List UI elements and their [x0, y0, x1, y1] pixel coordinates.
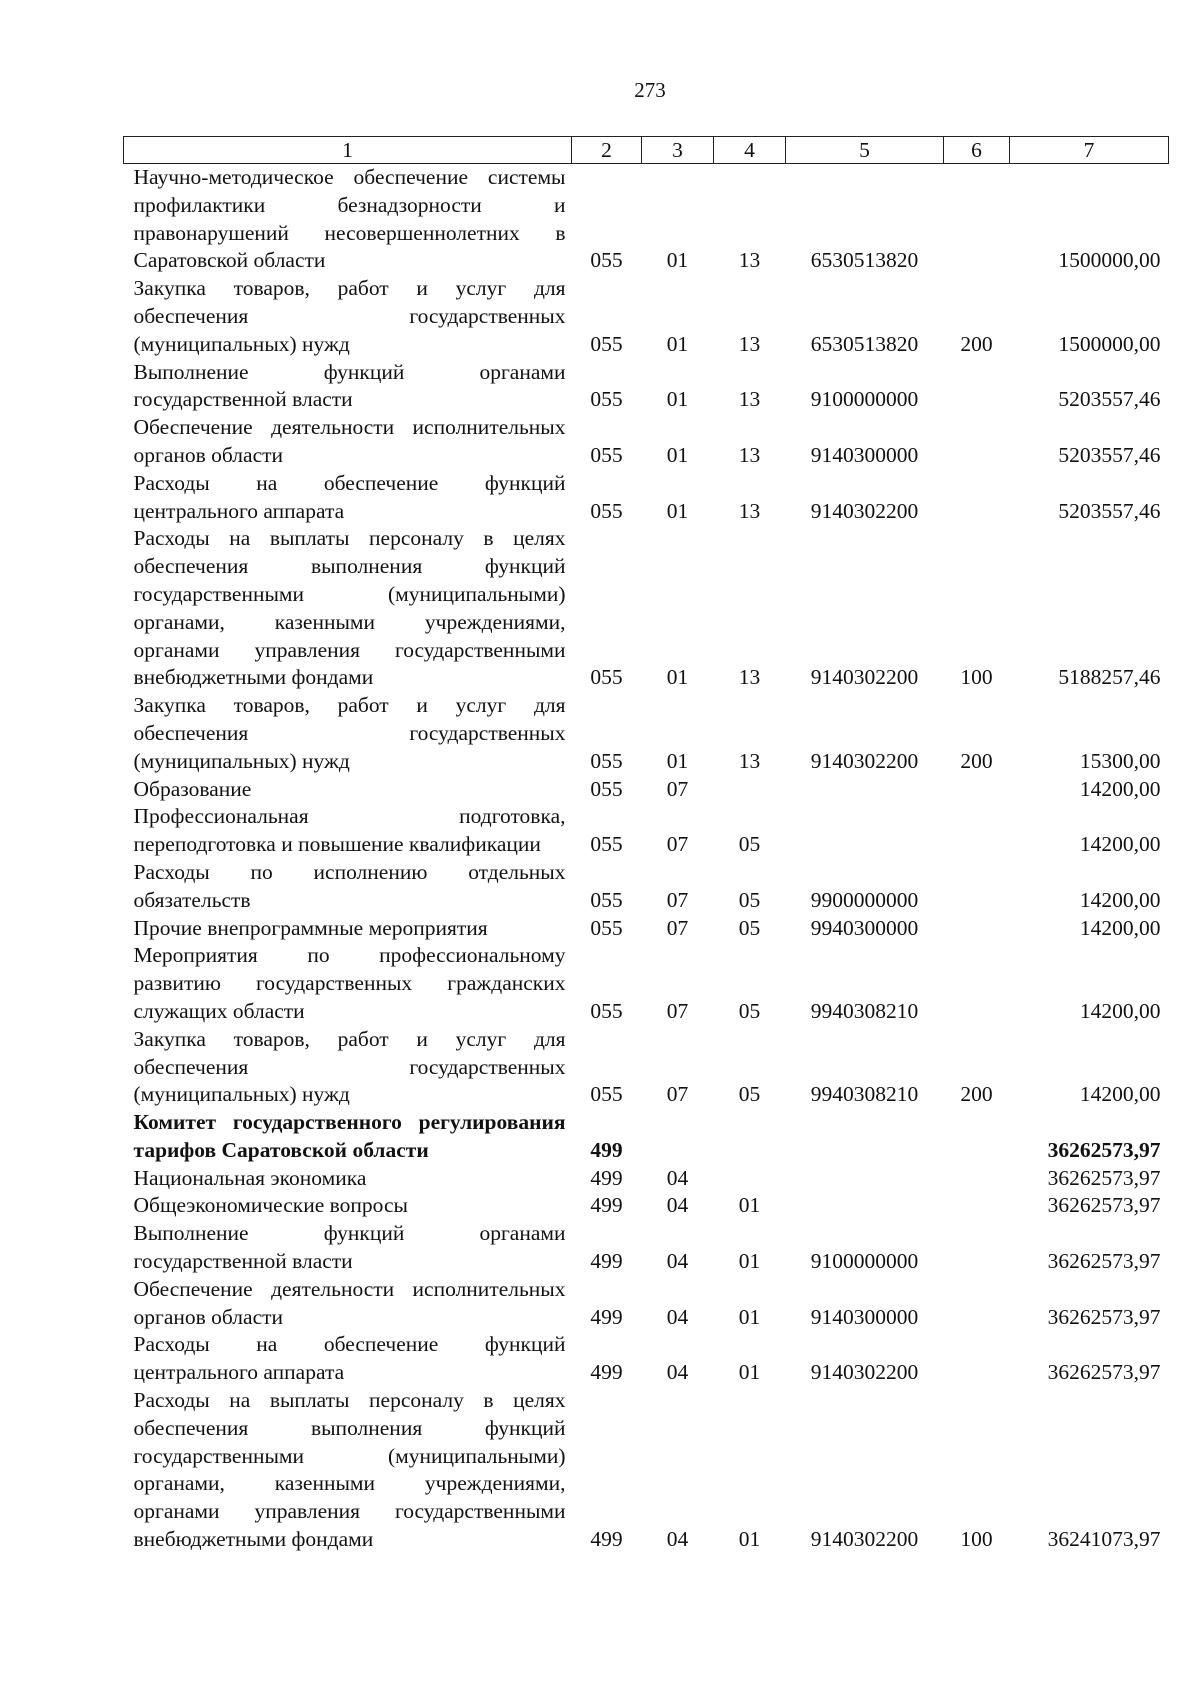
code-col-6	[944, 1192, 1010, 1220]
code-col-6	[944, 776, 1010, 804]
table-row	[124, 1165, 1169, 1193]
code-col-5	[786, 1109, 944, 1165]
table-row	[124, 359, 1169, 415]
header-row	[124, 137, 1169, 164]
code-col-3: 04	[666, 1249, 689, 1274]
item-name: Расходы на обеспечение функций центрального аппарата	[133, 470, 566, 523]
code-col-4: 13	[738, 442, 761, 467]
code-col-3: 01	[666, 498, 689, 523]
amount: 14200,00	[1079, 776, 1161, 801]
code-col-5: 9140302200	[810, 665, 919, 690]
item-name: Закупка товаров, работ и услуг для обеспечения государственных (муниципальных) нужд	[133, 1026, 566, 1107]
table-row	[124, 859, 1169, 915]
code-col-6	[944, 1276, 1010, 1332]
code-col-2: 055	[590, 665, 623, 690]
code-col-5: 9140300000	[810, 1304, 919, 1329]
code-col-2: 055	[590, 887, 623, 912]
code-col-4: 05	[738, 887, 761, 912]
code-col-2: 055	[590, 331, 623, 356]
table-row	[124, 525, 1169, 692]
code-col-3: 01	[666, 387, 689, 412]
code-col-6	[944, 1165, 1010, 1193]
item-name: Научно-методическое обеспечение системы профилактики безнадзорности и правонарушений несовершеннолетних в Саратовской области	[133, 165, 566, 273]
code-col-6	[944, 915, 1010, 943]
code-col-5: 6530513820	[810, 248, 919, 273]
code-col-2: 055	[590, 248, 623, 273]
amount: 14200,00	[1079, 915, 1161, 940]
code-col-4: 01	[738, 1249, 761, 1274]
item-name: Общеэкономические вопросы	[133, 1193, 408, 1218]
table-row	[124, 915, 1169, 943]
code-col-6: 200	[960, 748, 993, 773]
table-row	[124, 942, 1169, 1025]
amount: 1500000,00	[1058, 248, 1161, 273]
code-col-4: 13	[738, 387, 761, 412]
code-col-3: 07	[666, 915, 689, 940]
amount: 14200,00	[1079, 832, 1161, 857]
amount: 36262573,97	[1047, 1249, 1161, 1274]
item-name: Комитет государственного регулирования тарифов Саратовской области	[133, 1110, 566, 1162]
item-name: Мероприятия по профессиональному развитию государственных гражданских служащих области	[133, 943, 566, 1023]
code-col-6	[944, 414, 1010, 470]
amount: 36262573,97	[1047, 1193, 1161, 1218]
item-name: Расходы по исполнению отдельных обязательств	[133, 859, 566, 912]
code-col-4: 05	[738, 915, 761, 940]
table-row	[124, 470, 1169, 526]
column-header-1: 1	[124, 137, 572, 164]
table-row	[124, 1387, 1169, 1554]
page-number: 273	[634, 78, 666, 102]
code-col-3: 04	[666, 1304, 689, 1329]
code-col-4: 05	[738, 998, 761, 1023]
code-col-5: 9140300000	[810, 442, 919, 467]
column-header-4: 4	[714, 137, 786, 164]
code-col-4: 13	[738, 248, 761, 273]
code-col-4: 13	[738, 665, 761, 690]
code-col-3: 07	[666, 832, 689, 857]
code-col-6: 200	[960, 1082, 993, 1107]
code-col-6	[944, 470, 1010, 526]
code-col-3: 07	[666, 887, 689, 912]
code-col-2: 499	[590, 1137, 623, 1162]
item-name: Обеспечение деятельности исполнительных органов области	[133, 1276, 566, 1329]
code-col-3: 01	[666, 665, 689, 690]
code-col-5: 9100000000	[810, 1249, 919, 1274]
item-name: Расходы на выплаты персоналу в целях обеспечения выполнения функций государственными (муниципальными) органами, казенными учреждениями, органами управления государственными внебюджетными фондами	[133, 526, 566, 690]
table-header	[124, 137, 1169, 164]
code-col-2: 499	[590, 1249, 623, 1274]
code-col-2: 499	[590, 1304, 623, 1329]
code-col-5	[786, 1165, 944, 1193]
table-row	[124, 164, 1169, 276]
code-col-3: 07	[666, 1082, 689, 1107]
code-col-5: 9140302200	[810, 1360, 919, 1385]
amount: 36262573,97	[1047, 1360, 1161, 1385]
code-col-6	[944, 1109, 1010, 1165]
code-col-2: 499	[590, 1193, 623, 1218]
code-col-4: 13	[738, 498, 761, 523]
table-row	[124, 803, 1169, 859]
code-col-6	[944, 803, 1010, 859]
code-col-2: 055	[590, 776, 623, 801]
table-row	[124, 1192, 1169, 1220]
item-name: Закупка товаров, работ и услуг для обеспечения государственных (муниципальных) нужд	[133, 276, 566, 356]
table-body	[124, 164, 1169, 1554]
item-name: Выполнение функций органами государственной власти	[133, 359, 566, 412]
column-header-7: 7	[1010, 137, 1169, 164]
code-col-2: 055	[590, 832, 623, 857]
code-col-3: 01	[666, 748, 689, 773]
code-col-5	[786, 1192, 944, 1220]
table-row	[124, 1276, 1169, 1332]
code-col-3: 07	[666, 776, 689, 801]
code-col-2: 499	[590, 1527, 623, 1552]
code-col-5: 9940300000	[810, 915, 919, 940]
code-col-6	[944, 164, 1010, 276]
code-col-4: 01	[738, 1527, 761, 1552]
item-name: Обеспечение деятельности исполнительных органов области	[133, 415, 566, 467]
amount: 5188257,46	[1058, 665, 1161, 690]
code-col-5: 9900000000	[810, 887, 919, 912]
code-col-3: 01	[666, 331, 689, 356]
code-col-2: 055	[590, 748, 623, 773]
table-row	[124, 414, 1169, 470]
code-col-5: 9140302200	[810, 748, 919, 773]
code-col-4: 13	[738, 748, 761, 773]
code-col-3: 01	[666, 248, 689, 273]
amount: 5203557,46	[1058, 498, 1161, 523]
amount: 14200,00	[1079, 998, 1161, 1023]
item-name: Расходы на обеспечение функций центрального аппарата	[133, 1332, 566, 1385]
code-col-4: 13	[738, 331, 761, 356]
code-col-5: 9940308210	[810, 998, 919, 1023]
amount: 36262573,97	[1047, 1304, 1161, 1329]
code-col-4	[714, 1109, 786, 1165]
column-header-2: 2	[572, 137, 642, 164]
amount: 36241073,97	[1047, 1527, 1161, 1552]
code-col-4: 01	[738, 1304, 761, 1329]
code-col-5: 9100000000	[810, 387, 919, 412]
code-col-5: 9140302200	[810, 498, 919, 523]
table-row	[124, 1026, 1169, 1109]
code-col-5: 9140302200	[810, 1527, 919, 1552]
code-col-4	[714, 1165, 786, 1193]
code-col-5: 6530513820	[810, 331, 919, 356]
code-col-4: 01	[738, 1360, 761, 1385]
amount: 36262573,97	[1047, 1137, 1161, 1162]
table-row	[124, 776, 1169, 804]
code-col-3: 04	[666, 1360, 689, 1385]
item-name: Выполнение функций органами государственной власти	[133, 1221, 566, 1274]
code-col-6	[944, 1331, 1010, 1387]
code-col-2: 055	[590, 1082, 623, 1107]
code-col-6	[944, 859, 1010, 915]
code-col-6	[944, 942, 1010, 1025]
code-col-4: 05	[738, 832, 761, 857]
code-col-2: 499	[590, 1165, 623, 1190]
code-col-3: 04	[666, 1193, 689, 1218]
item-name: Прочие внепрограммные мероприятия	[133, 915, 488, 940]
code-col-3: 07	[666, 998, 689, 1023]
code-col-4	[714, 776, 786, 804]
code-col-2: 055	[590, 915, 623, 940]
amount: 36262573,97	[1047, 1165, 1161, 1190]
item-name: Национальная экономика	[133, 1165, 367, 1190]
code-col-6: 100	[960, 1527, 993, 1552]
column-header-3: 3	[642, 137, 714, 164]
code-col-3: 04	[666, 1165, 689, 1190]
code-col-3: 04	[666, 1527, 689, 1552]
item-name: Образование	[133, 776, 252, 801]
amount: 5203557,46	[1058, 442, 1161, 467]
amount: 14200,00	[1079, 887, 1161, 912]
table-row	[124, 692, 1169, 775]
code-col-2: 055	[590, 442, 623, 467]
code-col-6: 100	[960, 665, 993, 690]
table-row	[124, 1109, 1169, 1165]
code-col-2: 055	[590, 498, 623, 523]
code-col-2: 055	[590, 998, 623, 1023]
amount: 1500000,00	[1058, 331, 1161, 356]
code-col-6	[944, 1220, 1010, 1276]
code-col-6: 200	[960, 331, 993, 356]
amount: 5203557,46	[1058, 387, 1161, 412]
amount: 14200,00	[1079, 1082, 1161, 1107]
code-col-4: 01	[738, 1193, 761, 1218]
code-col-5	[786, 803, 944, 859]
code-col-2: 499	[590, 1360, 623, 1385]
item-name: Профессиональная подготовка, переподготовка и повышение квалификации	[133, 804, 566, 857]
table-row	[124, 1220, 1169, 1276]
code-col-4: 05	[738, 1082, 761, 1107]
code-col-5	[786, 776, 944, 804]
table-row	[124, 1331, 1169, 1387]
code-col-2: 055	[590, 387, 623, 412]
code-col-3	[642, 1109, 714, 1165]
column-header-6: 6	[944, 137, 1010, 164]
table-row	[124, 275, 1169, 358]
budget-table	[123, 136, 1169, 1554]
column-header-5: 5	[786, 137, 944, 164]
code-col-5: 9940308210	[810, 1082, 919, 1107]
code-col-3: 01	[666, 442, 689, 467]
item-name: Закупка товаров, работ и услуг для обеспечения государственных (муниципальных) нужд	[133, 693, 566, 773]
code-col-6	[944, 359, 1010, 415]
item-name: Расходы на выплаты персоналу в целях обеспечения выполнения функций государственными (муниципальными) органами, казенными учреждениями, органами управления государственными внебюджетными фондами	[133, 1388, 566, 1552]
amount: 15300,00	[1079, 748, 1161, 773]
